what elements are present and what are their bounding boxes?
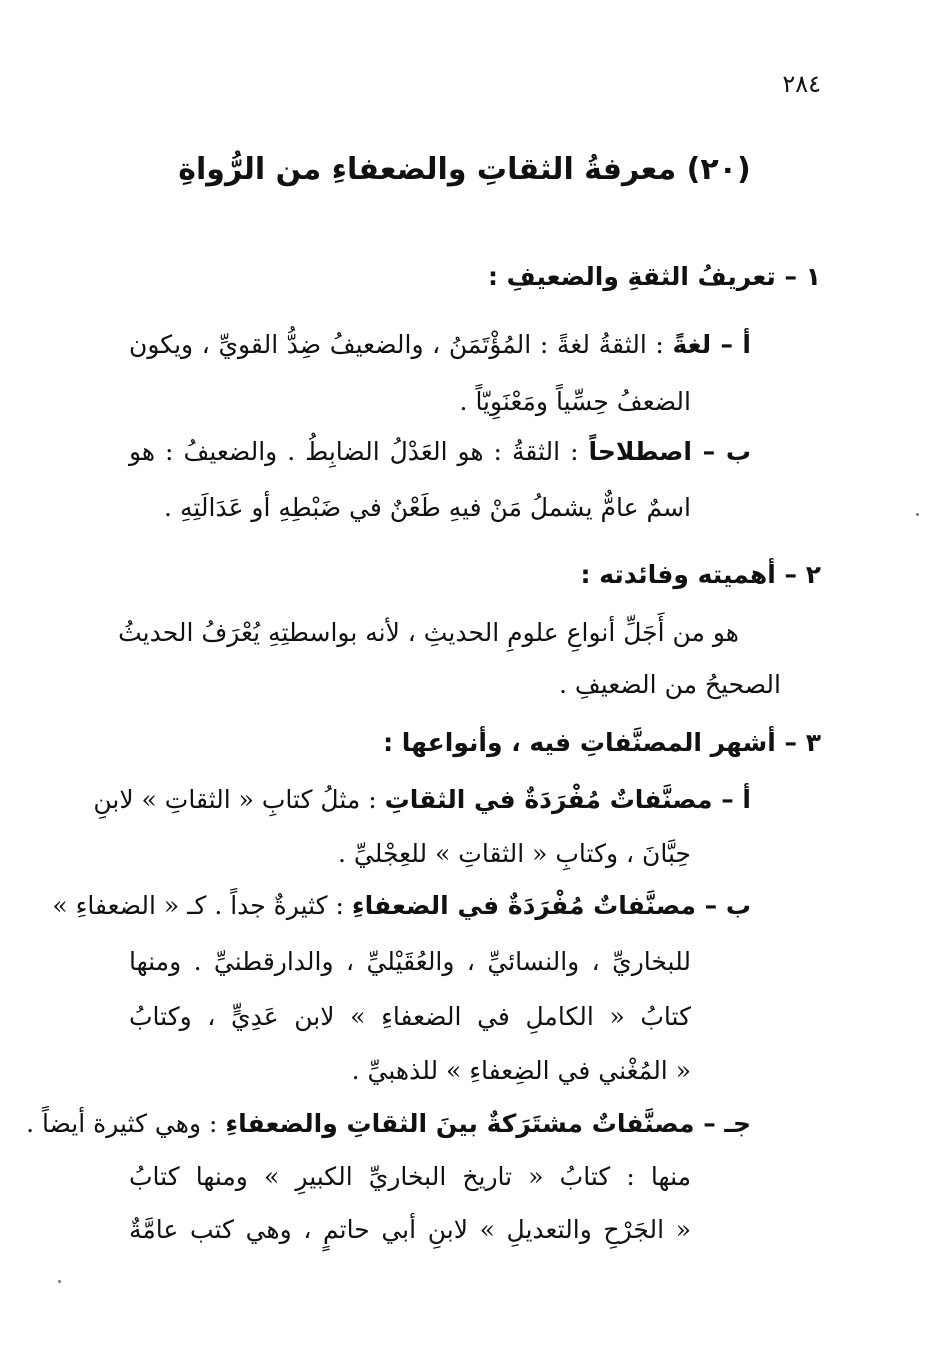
works-mushtaraka-line-1 (26, 1104, 751, 1144)
works-thiqat-label: أ – مصنَّفاتٌ مُفْرَدَةٌ في الثقاتِ (384, 785, 751, 814)
section-heading-importance: ٢ – أهميته وفائدته : (580, 560, 821, 589)
page-number: ٢٨٤ (782, 70, 821, 98)
works-thiqat-text: : مثلُ كتابِ « الثقاتِ » لابنِ (93, 785, 377, 814)
chapter-title: (٢٠) معرفةُ الثقاتِ والضعفاءِ من الرُّواةِ (178, 152, 751, 187)
works-duafa-line-1 (52, 886, 751, 926)
definition-istilahan-line-2: اسمٌ عامٌّ يشملُ مَنْ فيهِ طَعْنٌ في ضَبْطِهِ أو عَدَالَتِهِ . (164, 493, 691, 522)
works-mushtaraka-text: : وهي كثيرة أيضاً . (26, 1109, 218, 1138)
definition-lughatan-line-2: الضعفُ حِسِّياً ومَعْنَوِيّاً . (459, 387, 691, 416)
works-mushtaraka-line-3: « الجَرْحِ والتعديلِ » لابنِ أبي حاتمٍ ، وهي كتب عامَّةٌ (129, 1215, 691, 1244)
definition-lughatan-label: أ – لغةً (672, 330, 752, 359)
works-thiqat-line-1 (93, 780, 751, 820)
scan-speck (916, 513, 919, 516)
works-duafa-line-3: كتابُ « الكاملِ في الضعفاءِ » لابن عَدِيٍّ ، وكتابُ (129, 1002, 691, 1031)
works-duafa-line-4: « المُغْني في الضِعفاءِ » للذهبيِّ . (351, 1056, 691, 1085)
works-thiqat-line-2: حِبَّانَ ، وكتابِ « الثقاتِ » للعِجْليِّ . (338, 839, 691, 868)
works-mushtaraka-line-2: منها : كتابُ « تاريخ البخاريِّ الكبيرِ » ومنها كتابُ (129, 1162, 691, 1191)
definition-istilahan-text: : الثقةُ : هو العَدْلُ الضابِطُ . والضعيفُ : هو (129, 437, 579, 466)
definition-istilahan-line-1 (129, 432, 751, 472)
works-mushtaraka-label: جـ – مصنَّفاتٌ مشتَرَكةٌ بينَ الثقاتِ والضعفاءِ (225, 1109, 751, 1138)
importance-line-2: الصحيحُ من الضعيفِ . (559, 670, 781, 699)
definition-lughatan-text: : الثقةُ لغةً : المُؤْتَمَنُ ، والضعيفُ ضِدُّ القويِّ ، ويكون (129, 330, 664, 359)
section-heading-definition: ١ – تعريفُ الثقةِ والضعيفِ : (487, 262, 821, 291)
works-duafa-text: : كثيرةٌ جداً . كـ « الضعفاءِ » (52, 891, 344, 920)
definition-istilahan-label: ب – اصطلاحاً (588, 437, 751, 466)
works-duafa-label: ب – مصنَّفاتٌ مُفْرَدَةٌ في الضعفاءِ (351, 891, 751, 920)
section-heading-works: ٣ – أشهر المصنَّفاتِ فيه ، وأنواعها : (383, 728, 821, 757)
scan-speck (58, 1280, 61, 1283)
works-duafa-line-2: للبخاريِّ ، والنسائيِّ ، والعُقَيْليِّ ، والدارقطنيِّ . ومنها (129, 947, 691, 976)
importance-line-1: هو من أَجَلِّ أنواعِ علومِ الحديثِ ، لأنه بواسطتِهِ يُعْرَفُ الحديثُ (118, 618, 739, 647)
definition-lughatan-line-1 (129, 325, 751, 365)
